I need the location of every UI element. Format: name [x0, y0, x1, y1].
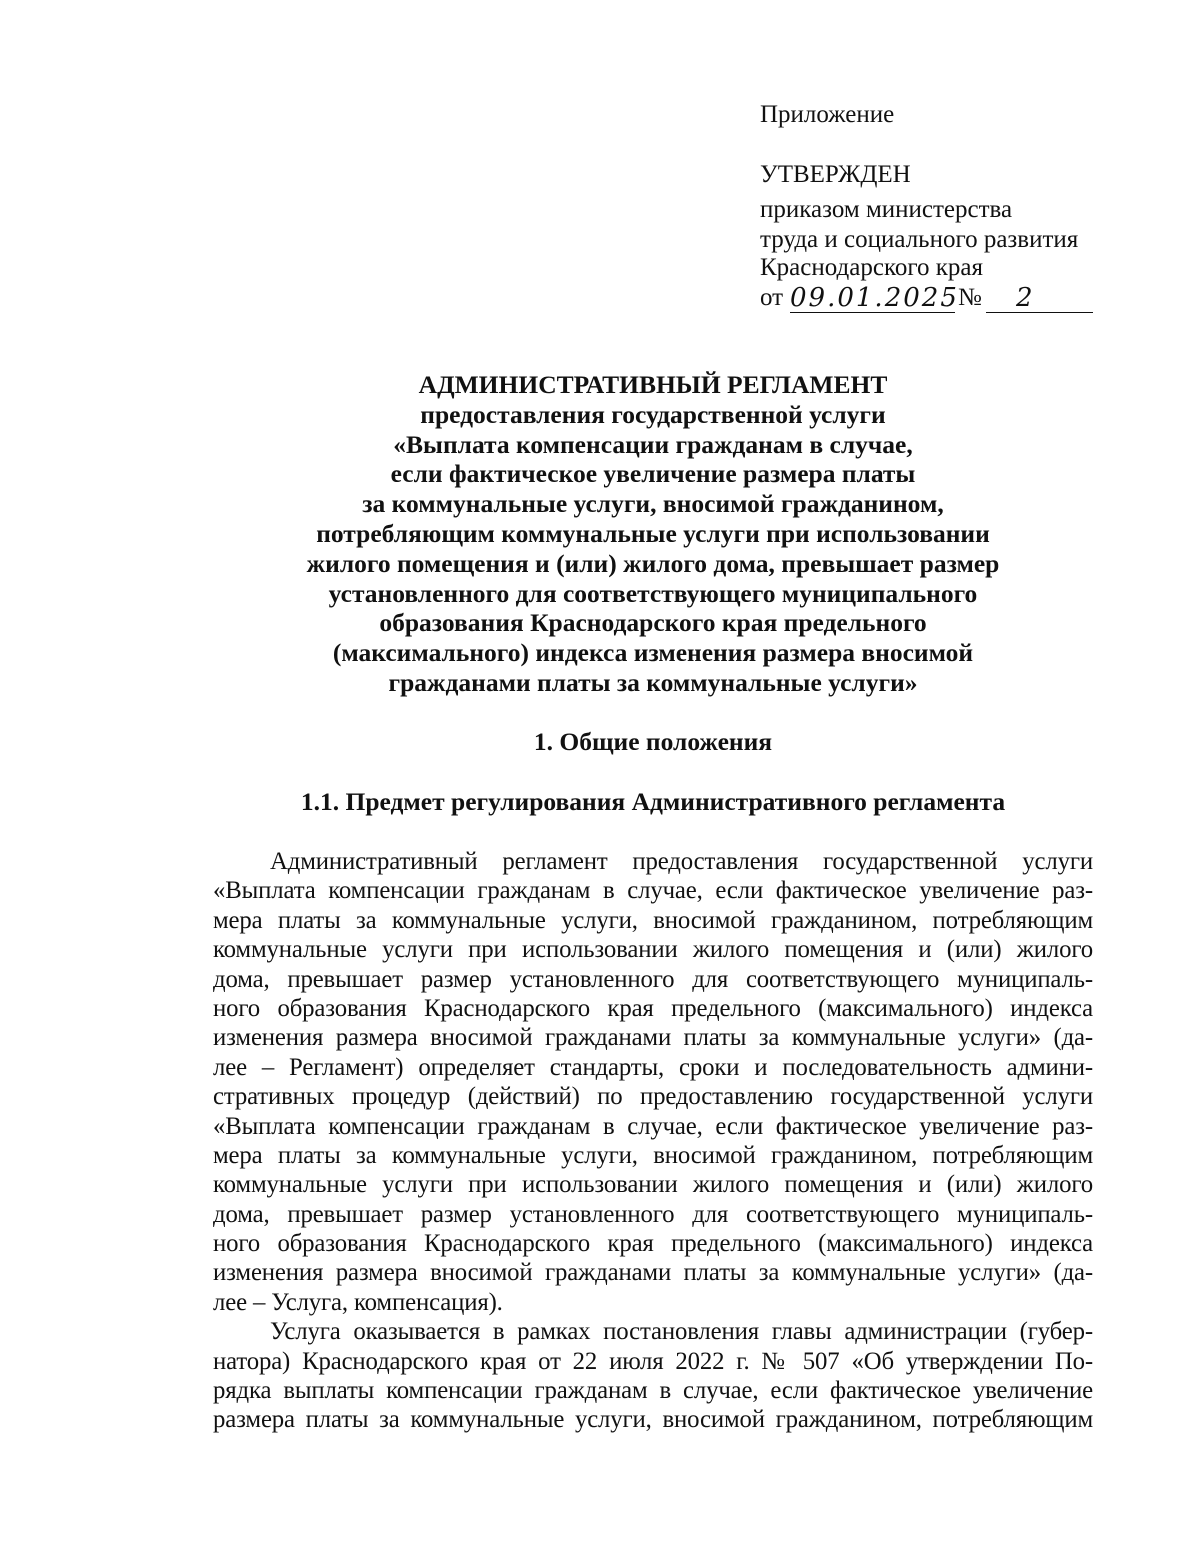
paragraph-line: «Выплата компенсации гражданам в случае, если фактическое увеличение раз-	[213, 877, 1093, 905]
paragraph-line: «Выплата компенсации гражданам в случае, если фактическое увеличение раз-	[213, 1112, 1093, 1140]
body-text	[213, 847, 1093, 1435]
approval-order-line: приказом министерства	[760, 196, 1013, 223]
document-title	[213, 370, 1093, 698]
paragraph-line: мера платы за коммунальные услуги, вносимой гражданином, потребляющим	[213, 1141, 1093, 1169]
paragraph-line: лее – Регламент) определяет стандарты, сроки и последовательность админи-	[213, 1053, 1093, 1081]
paragraph-line: рядка выплаты компенсации гражданам в случае, если фактическое увеличение	[213, 1377, 1093, 1405]
paragraph-line: коммунальные услуги при использовании жилого помещения и (или) жилого	[213, 1171, 1093, 1199]
approved-label: УТВЕРЖДЕН	[760, 161, 911, 188]
paragraph	[213, 847, 1093, 1317]
title-line: установленного для соответствующего муниципального	[328, 578, 978, 608]
paragraph-line: изменения размера вносимой гражданами платы за коммунальные услуги» (да-	[213, 1259, 1093, 1287]
paragraph-line: дома, превышает размер установленного для соответствующего муниципаль-	[213, 1200, 1093, 1228]
section-heading: 1. Общие положения	[533, 727, 773, 756]
date-prefix: от	[760, 284, 784, 311]
title-line: потребляющим коммунальные услуги при использовании	[316, 518, 990, 548]
title-heading: АДМИНИСТРАТИВНЫЙ РЕГЛАМЕНТ	[418, 370, 888, 399]
paragraph-line: лее – Услуга, компенсация).	[213, 1288, 503, 1316]
handwritten-order-number: 2	[986, 283, 1093, 313]
paragraph-line: ного образования Краснодарского края предельного (максимального) индекса	[213, 1230, 1093, 1258]
approval-date-line	[760, 283, 1093, 313]
number-sign: №	[958, 284, 982, 311]
paragraph	[213, 1317, 1093, 1435]
subsection-heading: 1.1. Предмет регулирования Административного регламента	[300, 787, 1006, 816]
title-line: за коммунальные услуги, вносимой гражданином,	[362, 489, 944, 519]
appendix-label: Приложение	[760, 101, 895, 128]
title-line: если фактическое увеличение размера платы	[390, 459, 916, 489]
approval-region-line: Краснодарского края	[760, 254, 983, 281]
title-line: образования Краснодарского края предельного	[379, 608, 927, 638]
paragraph-line: ного образования Краснодарского края предельного (максимального) индекса	[213, 994, 1093, 1022]
approval-ministry-line: труда и социального развития	[760, 226, 1079, 253]
paragraph-line: Услуга оказывается в рамках постановления главы администрации (губер-	[270, 1318, 1093, 1346]
paragraph-line: стративных процедур (действий) по предоставлению государственной услуги	[213, 1083, 1093, 1111]
paragraph-line: мера платы за коммунальные услуги, вносимой гражданином, потребляющим	[213, 906, 1093, 934]
title-line: «Выплата компенсации гражданам в случае,	[393, 429, 913, 459]
title-line: гражданами платы за коммунальные услуги»	[388, 667, 918, 697]
handwritten-date: 09.01.2025	[790, 283, 959, 313]
paragraph-line: натора) Краснодарского края от 22 июля 2022 г. № 507 «Об утверждении По-	[213, 1347, 1093, 1375]
title-line: жилого помещения и (или) жилого дома, превышает размер	[306, 548, 1000, 578]
title-line: предоставления государственной услуги	[420, 399, 886, 429]
paragraph-line: Административный регламент предоставления государственной услуги	[270, 848, 1093, 875]
paragraph-line: дома, превышает размер установленного для соответствующего муниципаль-	[213, 965, 1093, 993]
title-line: (максимального) индекса изменения размера вносимой	[332, 638, 974, 668]
paragraph-line: изменения размера вносимой гражданами платы за коммунальные услуги» (да-	[213, 1024, 1093, 1052]
paragraph-line: коммунальные услуги при использовании жилого помещения и (или) жилого	[213, 936, 1093, 964]
paragraph-line: размера платы за коммунальные услуги, вносимой гражданином, потребляющим	[213, 1406, 1093, 1434]
